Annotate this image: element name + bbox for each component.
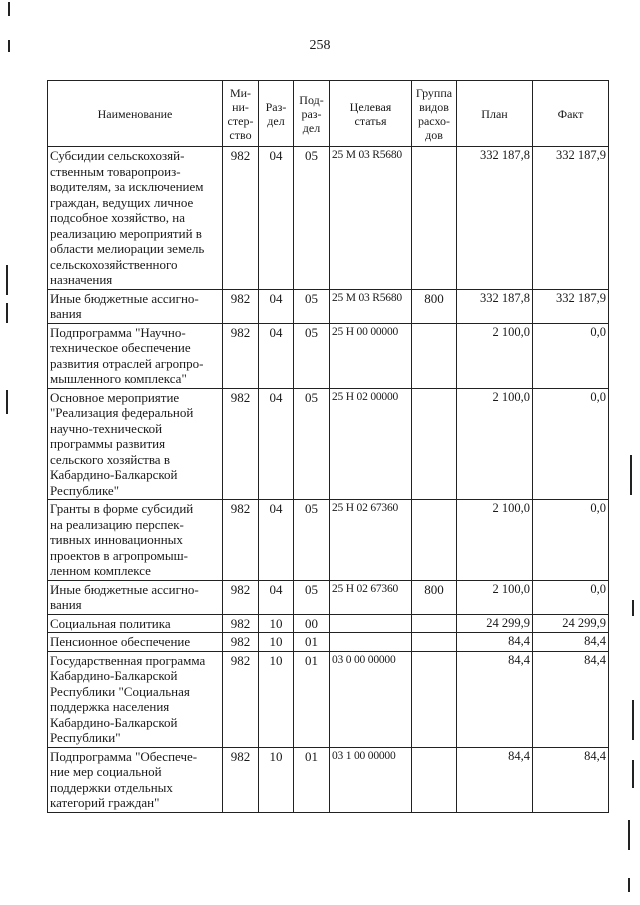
cell-name: Гранты в форме субсидий на реализацию перспек- тивных инновационных проектов в агропромыш- ленном комплексе [48, 500, 223, 581]
cell-target: 25 Н 02 67360 [330, 580, 412, 614]
header-ministry: Ми- ни- стер- ство [223, 81, 259, 147]
cell-section: 04 [259, 500, 294, 581]
cell-group [412, 747, 457, 812]
table-row [48, 651, 609, 747]
cell-group [412, 651, 457, 747]
cell-fact: 0,0 [533, 388, 609, 500]
cell-section: 10 [259, 614, 294, 633]
table-row [48, 747, 609, 812]
cell-section: 04 [259, 147, 294, 290]
cell-fact: 0,0 [533, 500, 609, 581]
cell-name: Иные бюджетные ассигно- вания [48, 289, 223, 323]
header-section: Раз- дел [259, 81, 294, 147]
cell-name: Социальная политика [48, 614, 223, 633]
cell-plan: 2 100,0 [457, 500, 533, 581]
cell-group: 800 [412, 580, 457, 614]
cell-group [412, 500, 457, 581]
cell-name: Пенсионное обеспечение [48, 633, 223, 652]
cell-subsection: 05 [294, 500, 330, 581]
cell-fact: 84,4 [533, 633, 609, 652]
table-row [48, 388, 609, 500]
cell-name: Иные бюджетные ассигно- вания [48, 580, 223, 614]
scan-mark [630, 455, 632, 495]
scan-mark [8, 40, 10, 52]
budget-table [47, 80, 609, 813]
cell-subsection: 00 [294, 614, 330, 633]
cell-fact: 332 187,9 [533, 147, 609, 290]
cell-plan: 2 100,0 [457, 388, 533, 500]
cell-target: 25 М 03 R5680 [330, 147, 412, 290]
scan-mark [8, 2, 10, 16]
cell-ministry: 982 [223, 500, 259, 581]
cell-name: Основное мероприятие "Реализация федеральной научно-технической программы развития сельского хозяйства в Кабардино-Балкарской Республике" [48, 388, 223, 500]
scan-mark [628, 878, 630, 892]
cell-ministry: 982 [223, 388, 259, 500]
cell-group [412, 388, 457, 500]
cell-subsection: 01 [294, 747, 330, 812]
cell-group [412, 147, 457, 290]
cell-target: 25 М 03 R5680 [330, 289, 412, 323]
cell-target: 03 1 00 00000 [330, 747, 412, 812]
cell-group [412, 633, 457, 652]
cell-plan: 84,4 [457, 633, 533, 652]
table-row [48, 580, 609, 614]
cell-plan: 332 187,8 [457, 289, 533, 323]
table-row [48, 614, 609, 633]
header-fact: Факт [533, 81, 609, 147]
cell-section: 04 [259, 323, 294, 388]
header-subsection: Под- раз- дел [294, 81, 330, 147]
cell-section: 10 [259, 651, 294, 747]
header-group: Группа видов расхо- дов [412, 81, 457, 147]
scan-mark [632, 600, 634, 616]
scan-mark [6, 303, 8, 323]
cell-ministry: 982 [223, 147, 259, 290]
cell-ministry: 982 [223, 323, 259, 388]
cell-subsection: 01 [294, 651, 330, 747]
cell-plan: 332 187,8 [457, 147, 533, 290]
cell-target [330, 614, 412, 633]
cell-target: 25 Н 00 00000 [330, 323, 412, 388]
cell-section: 10 [259, 747, 294, 812]
table-row [48, 500, 609, 581]
cell-plan: 24 299,9 [457, 614, 533, 633]
cell-ministry: 982 [223, 633, 259, 652]
scan-mark [632, 760, 634, 788]
cell-fact: 24 299,9 [533, 614, 609, 633]
cell-subsection: 05 [294, 323, 330, 388]
cell-target: 25 Н 02 00000 [330, 388, 412, 500]
table-row [48, 323, 609, 388]
cell-group: 800 [412, 289, 457, 323]
cell-ministry: 982 [223, 651, 259, 747]
page-number: 258 [309, 38, 331, 53]
cell-fact: 332 187,9 [533, 289, 609, 323]
cell-subsection: 05 [294, 580, 330, 614]
table-body [48, 147, 609, 813]
cell-fact: 84,4 [533, 747, 609, 812]
table-header-row [48, 81, 609, 147]
cell-subsection: 05 [294, 147, 330, 290]
cell-target: 03 0 00 00000 [330, 651, 412, 747]
cell-subsection: 05 [294, 289, 330, 323]
cell-target: 25 Н 02 67360 [330, 500, 412, 581]
cell-fact: 0,0 [533, 580, 609, 614]
scan-mark [6, 265, 8, 295]
cell-name: Подпрограмма "Обеспече- ние мер социальной поддержки отдельных категорий граждан" [48, 747, 223, 812]
scan-mark [632, 700, 634, 740]
cell-ministry: 982 [223, 580, 259, 614]
cell-subsection: 01 [294, 633, 330, 652]
cell-group [412, 323, 457, 388]
scan-mark [6, 390, 8, 414]
table-row [48, 633, 609, 652]
cell-name: Государственная программа Кабардино-Балкарской Республики "Социальная поддержка населения Кабардино-Балкарской Республики" [48, 651, 223, 747]
header-plan: План [457, 81, 533, 147]
cell-ministry: 982 [223, 289, 259, 323]
cell-subsection: 05 [294, 388, 330, 500]
cell-name: Подпрограмма "Научно- техническое обеспечение развития отраслей агропро- мышленного комплекса" [48, 323, 223, 388]
cell-target [330, 633, 412, 652]
cell-section: 10 [259, 633, 294, 652]
cell-section: 04 [259, 580, 294, 614]
cell-plan: 84,4 [457, 651, 533, 747]
cell-section: 04 [259, 388, 294, 500]
cell-group [412, 614, 457, 633]
scan-mark [628, 820, 630, 850]
cell-plan: 2 100,0 [457, 580, 533, 614]
cell-ministry: 982 [223, 747, 259, 812]
cell-fact: 0,0 [533, 323, 609, 388]
cell-plan: 2 100,0 [457, 323, 533, 388]
cell-plan: 84,4 [457, 747, 533, 812]
table-row [48, 147, 609, 290]
cell-section: 04 [259, 289, 294, 323]
header-target: Целевая статья [330, 81, 412, 147]
header-name: Наименование [48, 81, 223, 147]
table-row [48, 289, 609, 323]
cell-name: Субсидии сельскохозяй- ственным товаропроиз- водителям, за исключением граждан, ведущих личное подсобное хозяйство, на реализацию мероприятий в области мелиорации земель сельскохозяйственного назначения [48, 147, 223, 290]
cell-ministry: 982 [223, 614, 259, 633]
cell-fact: 84,4 [533, 651, 609, 747]
